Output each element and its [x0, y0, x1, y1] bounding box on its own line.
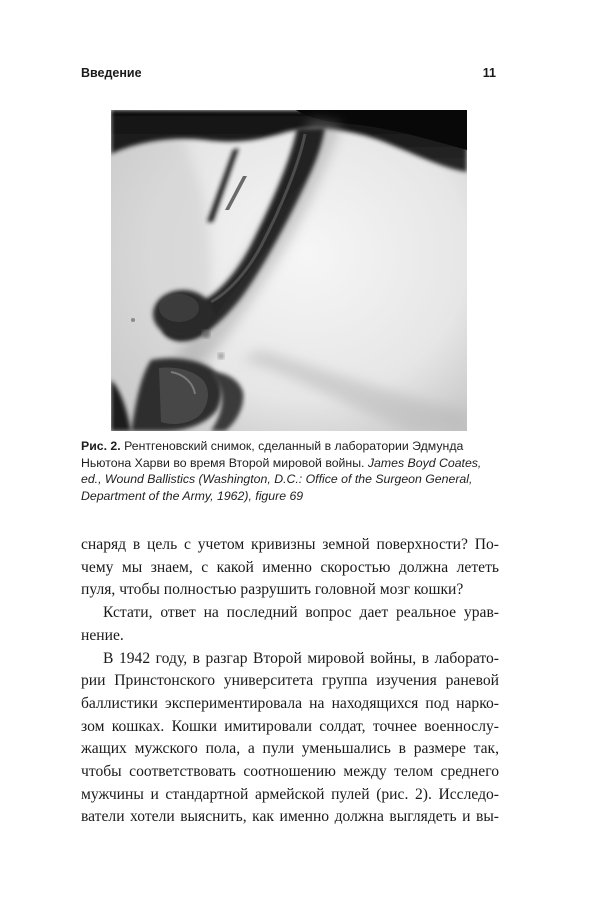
paragraph-3	[81, 648, 499, 830]
page-number: 11	[482, 66, 496, 80]
x-ray-image	[111, 110, 467, 431]
figure-caption	[81, 438, 501, 504]
figure-caption-text: Рентгеновский снимок, сделанный в лаборатории Эдмунда Ньютона Харви во время Второй мировой войны.	[81, 439, 464, 470]
text-line: пуля, чтобы полностью разрушить головной мозг кошки?	[81, 581, 464, 599]
text-line: Кстати, ответ на последний вопрос дает реальное урав-	[103, 604, 499, 622]
text-line: рии Принстонского университета группа изучения раневой	[81, 672, 499, 690]
text-line: ватели хотели выяснить, как именно должна выглядеть и вы-	[81, 808, 499, 826]
body-text	[81, 534, 499, 829]
text-line: снаряд в цель с учетом кривизны земной поверхности? По-	[81, 536, 499, 553]
paragraph-1	[81, 534, 499, 602]
text-line: жащих мужского пола, а пули уменьшались в размере так,	[81, 740, 499, 758]
text-line: зом кошках. Кошки имитировали солдат, точнее военнослу-	[81, 717, 499, 735]
figure-caption-label: Рис. 2.	[81, 439, 121, 453]
paragraph-2	[81, 602, 499, 647]
text-line: нение.	[81, 626, 124, 644]
running-head-section: Введение	[81, 66, 142, 80]
text-line: чтобы соответствовать соотношению между телом среднего	[81, 763, 499, 781]
text-line: мужчины и стандартной армейской пулей (рис. 2). Исследо-	[81, 785, 499, 803]
figure-caption-source: James Boyd Coates, ed., Wound Ballistics (Washington, D.C.: Office of the Surgeon General, Department of the Army, 1962), figure 69	[81, 455, 482, 503]
text-line: В 1942 году, в разгар Второй мировой войны, в лаборато-	[103, 649, 499, 667]
text-line: баллистики экспериментировала на находящихся под нарко-	[81, 694, 499, 712]
text-line: чему мы знаем, с какой именно скоростью должна лететь	[81, 558, 499, 576]
x-ray-image-drawing	[111, 110, 467, 431]
